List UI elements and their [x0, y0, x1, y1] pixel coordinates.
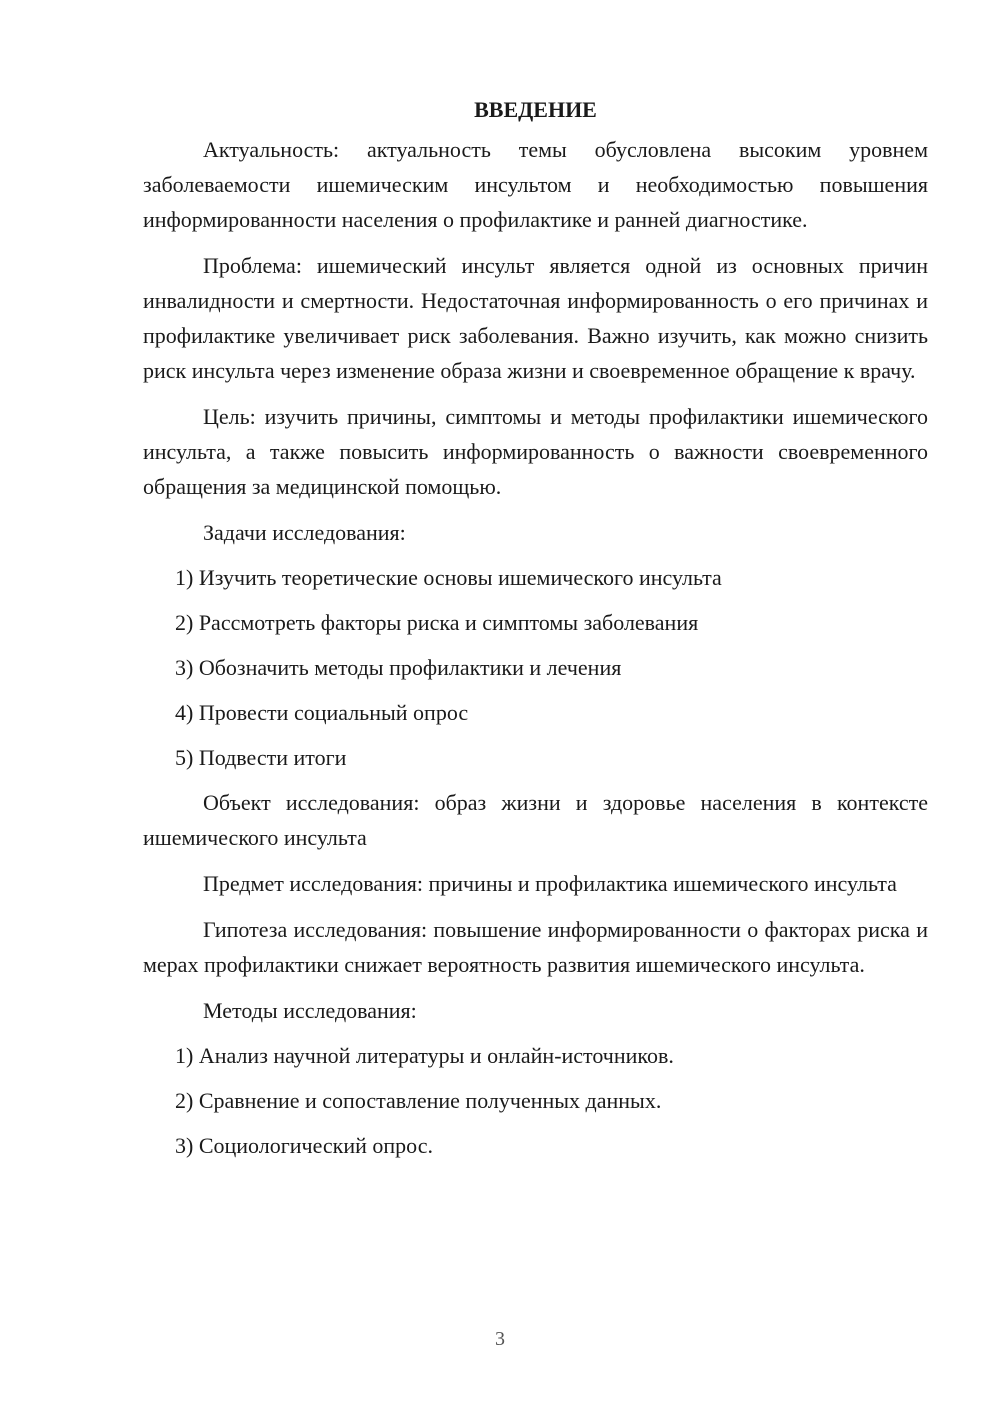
goal-paragraph: Цель: изучить причины, симптомы и методы профилактики ишемического инсульта, а также повысить информированность о важности своевременного обращения за медицинской помощью.: [143, 404, 928, 499]
object-paragraph: Объект исследования: образ жизни и здоровье населения в контексте ишемического инсульта: [143, 790, 928, 850]
actuality-paragraph: Актуальность: актуальность темы обусловлена высоким уровнем заболеваемости ишемическим инсультом и необходимостью повышения информированности населения о профилактике и ранней диагностике.: [143, 137, 928, 232]
method-item: 2) Сравнение и сопоставление полученных данных.: [175, 1088, 662, 1113]
hypothesis-paragraph: Гипотеза исследования: повышение информированности о факторах риска и мерах профилактики снижает вероятность развития ишемического инсульта.: [143, 917, 928, 977]
task-item: 3) Обозначить методы профилактики и лечения: [175, 655, 622, 680]
section-title: ВВЕДЕНИЕ: [474, 97, 597, 122]
document-page: [143, 92, 928, 1173]
task-item: 2) Рассмотреть факторы риска и симптомы заболевания: [175, 610, 699, 635]
problem-paragraph: Проблема: ишемический инсульт является одной из основных причин инвалидности и смертности. Недостаточная информированность о его причинах и профилактике увеличивает риск заболевания. Важно изучить, как можно снизить риск инсульта через изменение образа жизни и своевременное обращение к врачу.: [143, 253, 928, 383]
page-number: 3: [495, 1328, 505, 1350]
task-item: 4) Провести социальный опрос: [175, 700, 469, 725]
task-item: 1) Изучить теоретические основы ишемического инсульта: [175, 565, 722, 590]
method-item: 3) Социологический опрос.: [175, 1133, 433, 1158]
task-item: 5) Подвести итоги: [175, 745, 347, 770]
methods-heading: Методы исследования:: [203, 998, 417, 1023]
tasks-heading: Задачи исследования:: [203, 520, 406, 545]
subject-paragraph: Предмет исследования: причины и профилактика ишемического инсульта: [203, 871, 897, 896]
method-item: 1) Анализ научной литературы и онлайн-источников.: [175, 1043, 674, 1068]
